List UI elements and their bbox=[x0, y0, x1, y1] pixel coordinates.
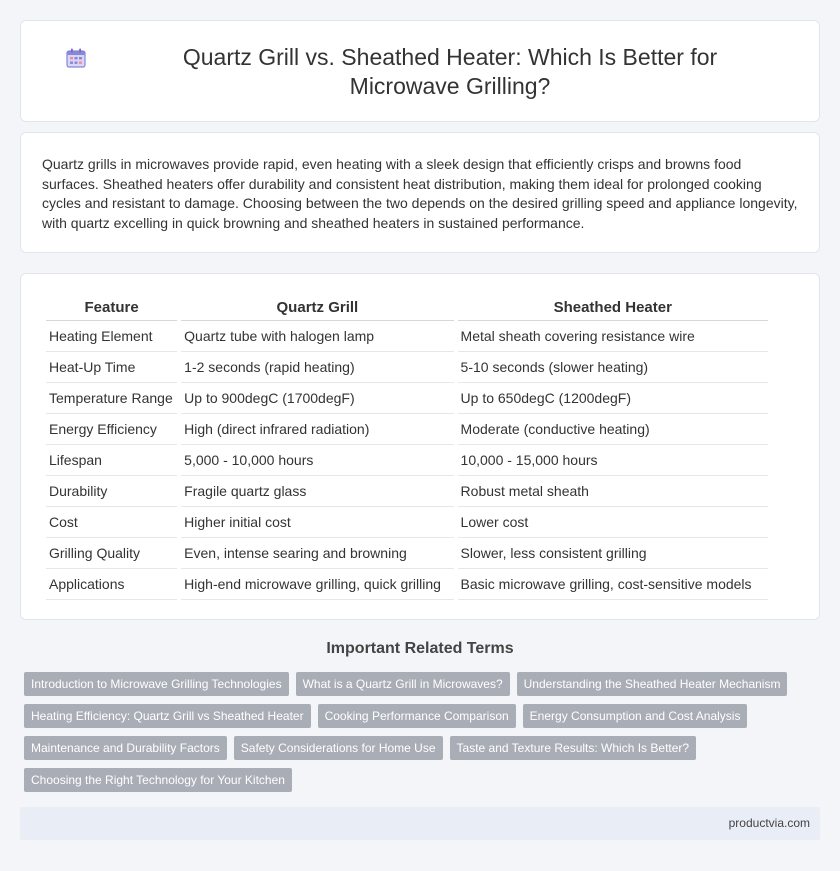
table-cell: Lower cost bbox=[458, 507, 768, 538]
table-cell: Robust metal sheath bbox=[458, 476, 768, 507]
table-cell: Grilling Quality bbox=[46, 538, 177, 569]
footer bbox=[20, 807, 820, 840]
table-row bbox=[46, 321, 768, 352]
related-term-tag[interactable]: Energy Consumption and Cost Analysis bbox=[523, 704, 748, 728]
table-cell: High-end microwave grilling, quick grilling bbox=[181, 569, 453, 600]
table-cell: Temperature Range bbox=[46, 383, 177, 414]
table-cell: Cost bbox=[46, 507, 177, 538]
table-row bbox=[46, 538, 768, 569]
table-row bbox=[46, 383, 768, 414]
table-row bbox=[46, 352, 768, 383]
table-cell: Slower, less consistent grilling bbox=[458, 538, 768, 569]
title-wrap bbox=[21, 43, 819, 101]
comparison-table bbox=[42, 294, 772, 600]
related-term-tag[interactable]: Understanding the Sheathed Heater Mechanism bbox=[517, 672, 788, 696]
table-cell: Up to 900degC (1700degF) bbox=[181, 383, 453, 414]
table-cell: Even, intense searing and browning bbox=[181, 538, 453, 569]
table-header-row bbox=[46, 294, 768, 321]
table-cell: Energy Efficiency bbox=[46, 414, 177, 445]
table-cell: Durability bbox=[46, 476, 177, 507]
related-term-tag[interactable]: Safety Considerations for Home Use bbox=[234, 736, 443, 760]
related-terms-title: Important Related Terms bbox=[326, 640, 514, 657]
related-terms-list bbox=[24, 672, 814, 792]
table-cell: Fragile quartz glass bbox=[181, 476, 453, 507]
table-cell: Heat-Up Time bbox=[46, 352, 177, 383]
table-cell: 5-10 seconds (slower heating) bbox=[458, 352, 768, 383]
comparison-card bbox=[20, 273, 820, 620]
table-cell: Metal sheath covering resistance wire bbox=[458, 321, 768, 352]
header-sheathed-heater: Sheathed Heater bbox=[458, 294, 768, 321]
table-cell: 1-2 seconds (rapid heating) bbox=[181, 352, 453, 383]
table-cell: High (direct infrared radiation) bbox=[181, 414, 453, 445]
table-row bbox=[46, 445, 768, 476]
table-cell: Heating Element bbox=[46, 321, 177, 352]
related-term-tag[interactable]: Heating Efficiency: Quartz Grill vs Sheathed Heater bbox=[24, 704, 311, 728]
related-term-tag[interactable]: Cooking Performance Comparison bbox=[318, 704, 516, 728]
related-term-tag[interactable]: Choosing the Right Technology for Your Kitchen bbox=[24, 768, 292, 792]
table-cell: Quartz tube with halogen lamp bbox=[181, 321, 453, 352]
table-row bbox=[46, 569, 768, 600]
table-cell: Higher initial cost bbox=[181, 507, 453, 538]
intro-card bbox=[20, 132, 820, 253]
related-term-tag[interactable]: Maintenance and Durability Factors bbox=[24, 736, 227, 760]
page-title: Quartz Grill vs. Sheathed Heater: Which Is Better for Microwave Grilling? bbox=[182, 44, 718, 99]
header-card bbox=[20, 20, 820, 122]
header-feature: Feature bbox=[46, 294, 177, 321]
header-quartz-grill: Quartz Grill bbox=[181, 294, 453, 321]
table-cell: 5,000 - 10,000 hours bbox=[181, 445, 453, 476]
table-row bbox=[46, 476, 768, 507]
intro-paragraph: Quartz grills in microwaves provide rapid, even heating with a sleek design that efficiently crisps and browns food surfaces. Sheathed heaters offer durability and consistent heat distribution, making them ideal for prolonged cooking cycles and resistant to damage. Choosing between the two depends on the desired grilling speed and appliance longevity, with quartz excelling in quick browning and sheathed heaters in sustained performance. bbox=[42, 156, 798, 231]
table-cell: Moderate (conductive heating) bbox=[458, 414, 768, 445]
table-row bbox=[46, 507, 768, 538]
table-cell: Lifespan bbox=[46, 445, 177, 476]
table-cell: Up to 650degC (1200degF) bbox=[458, 383, 768, 414]
table-cell: 10,000 - 15,000 hours bbox=[458, 445, 768, 476]
table-cell: Basic microwave grilling, cost-sensitive models bbox=[458, 569, 768, 600]
related-term-tag[interactable]: Introduction to Microwave Grilling Technologies bbox=[24, 672, 289, 696]
related-term-tag[interactable]: Taste and Texture Results: Which Is Better? bbox=[450, 736, 697, 760]
table-cell: Applications bbox=[46, 569, 177, 600]
related-term-tag[interactable]: What is a Quartz Grill in Microwaves? bbox=[296, 672, 510, 696]
site-link[interactable]: productvia.com bbox=[728, 816, 810, 830]
table-row bbox=[46, 414, 768, 445]
